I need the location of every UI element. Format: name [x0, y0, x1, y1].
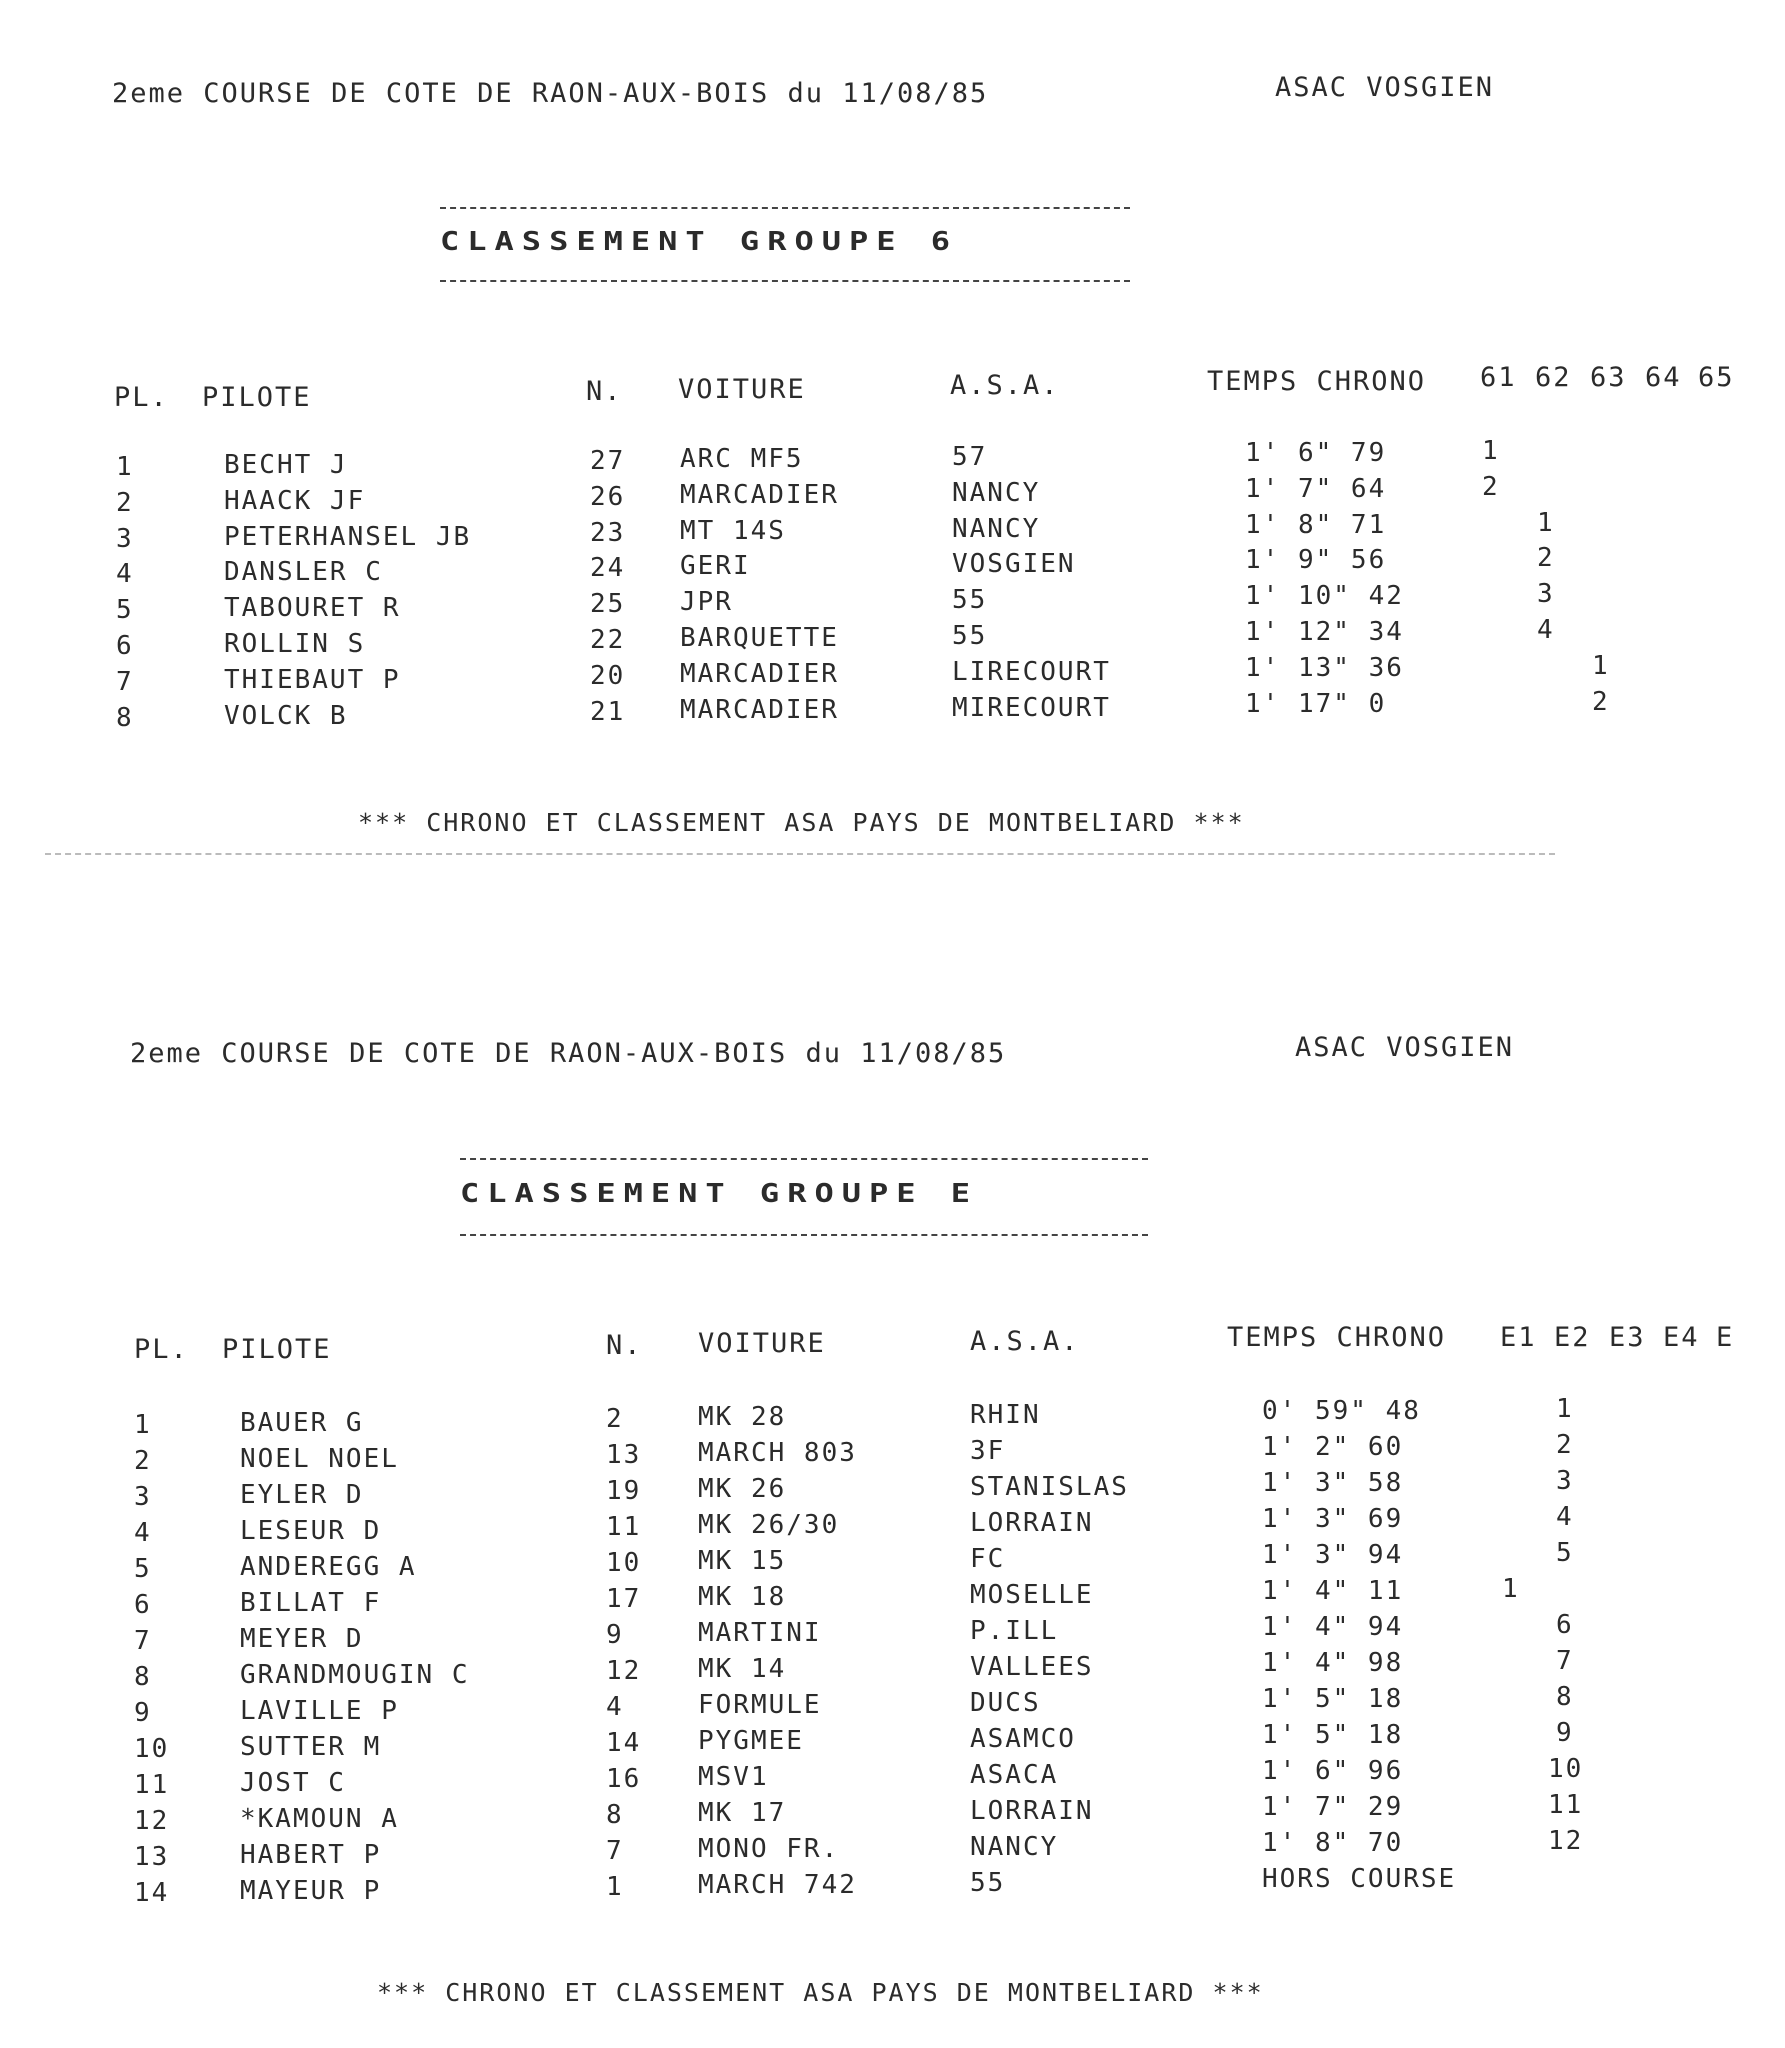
row-car: MARCADIER	[680, 479, 839, 510]
row-class-rank: 1	[1502, 1574, 1520, 1604]
row-time: HORS COURSE	[1262, 1864, 1457, 1894]
col-header-class-2: 62	[1535, 362, 1572, 393]
col-header-pl: PL.	[114, 382, 169, 413]
row-class-rank: 3	[1537, 579, 1555, 610]
row-class-rank: 7	[1556, 1646, 1574, 1676]
row-time: 1' 13" 36	[1245, 652, 1404, 683]
row-number: 10	[606, 1548, 642, 1578]
col-header-voiture: VOITURE	[698, 1328, 826, 1359]
col-header-class-3: E3	[1609, 1322, 1646, 1353]
row-time: 1' 12" 34	[1245, 617, 1404, 647]
row-car: MK 17	[698, 1798, 787, 1828]
row-asa: 55	[970, 1868, 1006, 1898]
row-class-rank: 4	[1537, 615, 1555, 645]
row-driver: PETERHANSEL JB	[224, 521, 472, 552]
row-number: 8	[606, 1800, 624, 1830]
row-asa: 55	[952, 621, 988, 651]
title-rule-top	[460, 1158, 1148, 1160]
row-number: 11	[606, 1512, 642, 1542]
footer-credit: *** CHRONO ET CLASSEMENT ASA PAYS DE MONTBELIARD ***	[358, 808, 1245, 837]
row-time: 1' 6" 79	[1245, 438, 1387, 468]
col-header-class-3: 63	[1590, 362, 1627, 393]
scan-artifact-rule	[45, 853, 1555, 855]
row-place: 5	[116, 595, 134, 626]
row-place: 5	[134, 1554, 152, 1584]
row-car: MK 26	[698, 1474, 787, 1504]
row-car: MK 15	[698, 1546, 787, 1576]
row-car: JPR	[680, 587, 733, 618]
col-header-class-5: 65	[1698, 362, 1735, 393]
col-header-n: N.	[606, 1330, 643, 1361]
row-number: 12	[606, 1656, 642, 1686]
row-driver: LESEUR D	[240, 1516, 382, 1546]
row-place: 12	[134, 1806, 170, 1836]
row-class-rank: 2	[1482, 471, 1500, 502]
row-number: 13	[606, 1440, 642, 1470]
row-time: 1' 6" 96	[1262, 1756, 1404, 1786]
row-number: 20	[590, 660, 626, 691]
row-class-rank: 12	[1548, 1826, 1584, 1856]
row-time: 1' 4" 94	[1262, 1612, 1404, 1642]
row-asa: LIRECOURT	[952, 656, 1111, 687]
row-class-rank: 6	[1556, 1610, 1574, 1640]
row-asa: STANISLAS	[970, 1472, 1129, 1502]
row-place: 4	[116, 559, 134, 590]
row-number: 17	[606, 1584, 642, 1614]
row-place: 6	[116, 631, 134, 661]
col-header-class-4: E4	[1663, 1322, 1700, 1353]
row-number: 19	[606, 1476, 642, 1506]
row-driver: MEYER D	[240, 1624, 364, 1654]
col-header-asa: A.S.A.	[970, 1326, 1080, 1357]
row-place: 13	[134, 1842, 170, 1872]
row-number: 2	[606, 1404, 624, 1434]
row-time: 0' 59" 48	[1262, 1396, 1421, 1426]
row-asa: VALLEES	[970, 1652, 1094, 1682]
row-car: MK 28	[698, 1402, 787, 1432]
row-driver: ROLLIN S	[224, 629, 366, 659]
row-car: MONO FR.	[698, 1834, 840, 1864]
row-driver: ANDEREGG A	[240, 1552, 417, 1582]
col-header-n: N.	[586, 376, 623, 407]
row-class-rank: 10	[1548, 1754, 1584, 1784]
classement-title: CLASSEMENT GROUPE 6	[440, 226, 959, 257]
row-time: 1' 7" 29	[1262, 1792, 1404, 1822]
col-header-pilote: PILOTE	[222, 1334, 332, 1365]
row-class-rank: 2	[1556, 1430, 1574, 1460]
row-class-rank: 4	[1556, 1502, 1574, 1532]
row-place: 4	[134, 1518, 152, 1548]
row-car: MARCADIER	[680, 658, 839, 689]
row-place: 3	[116, 523, 134, 554]
row-asa: MOSELLE	[970, 1580, 1094, 1610]
row-class-rank: 5	[1556, 1538, 1574, 1568]
row-class-rank: 2	[1592, 686, 1610, 717]
row-class-rank: 9	[1556, 1718, 1574, 1748]
row-time: 1' 2" 60	[1262, 1432, 1404, 1462]
row-driver: VOLCK B	[224, 700, 348, 731]
row-asa: NANCY	[970, 1832, 1059, 1862]
row-asa: NANCY	[952, 513, 1041, 544]
row-time: 1' 17" 0	[1245, 688, 1387, 719]
row-driver: NOEL NOEL	[240, 1444, 399, 1474]
row-car: MARCADIER	[680, 694, 839, 725]
row-time: 1' 3" 58	[1262, 1468, 1404, 1498]
col-header-asa: A.S.A.	[950, 370, 1060, 401]
row-place: 1	[134, 1410, 152, 1440]
row-driver: EYLER D	[240, 1480, 364, 1510]
event-title: 2eme COURSE DE COTE DE RAON-AUX-BOIS du 11/08/85	[112, 78, 989, 109]
row-number: 25	[590, 589, 626, 620]
col-header-temps-chrono: TEMPS CHRONO	[1227, 1322, 1447, 1353]
col-header-class-5: E	[1716, 1322, 1735, 1353]
row-place: 1	[116, 452, 134, 482]
col-header-class-4: 64	[1645, 362, 1682, 393]
row-time: 1' 5" 18	[1262, 1720, 1404, 1750]
row-number: 7	[606, 1836, 624, 1866]
row-asa: FC	[970, 1544, 1006, 1574]
col-header-voiture: VOITURE	[678, 374, 806, 405]
row-car: MARTINI	[698, 1618, 822, 1648]
row-place: 10	[134, 1734, 170, 1764]
event-title: 2eme COURSE DE COTE DE RAON-AUX-BOIS du 11/08/85	[130, 1038, 1007, 1069]
row-asa: VOSGIEN	[952, 549, 1076, 580]
row-asa: P.ILL	[970, 1616, 1059, 1646]
row-car: BARQUETTE	[680, 623, 839, 653]
row-class-rank: 1	[1592, 650, 1610, 681]
row-car: MK 14	[698, 1654, 787, 1684]
footer-credit: *** CHRONO ET CLASSEMENT ASA PAYS DE MONTBELIARD ***	[377, 1978, 1264, 2007]
row-number: 14	[606, 1728, 642, 1758]
col-header-temps-chrono: TEMPS CHRONO	[1207, 366, 1427, 397]
row-number: 22	[590, 625, 626, 655]
row-class-rank: 1	[1482, 436, 1500, 466]
classement-title: CLASSEMENT GROUPE E	[460, 1178, 979, 1209]
row-asa: ASAMCO	[970, 1724, 1076, 1754]
row-place: 2	[134, 1446, 152, 1476]
col-header-class-2: E2	[1554, 1322, 1591, 1353]
row-asa: ASACA	[970, 1760, 1059, 1790]
row-driver: SUTTER M	[240, 1732, 382, 1762]
row-number: 23	[590, 517, 626, 548]
row-driver: MAYEUR P	[240, 1876, 382, 1906]
row-driver: HABERT P	[240, 1840, 382, 1870]
row-driver: LAVILLE P	[240, 1696, 399, 1726]
row-car: MK 26/30	[698, 1510, 840, 1540]
row-number: 9	[606, 1620, 624, 1650]
row-class-rank: 1	[1556, 1394, 1574, 1424]
col-header-class-1: 61	[1480, 362, 1517, 393]
row-car: PYGMEE	[698, 1726, 804, 1756]
row-place: 9	[134, 1698, 152, 1728]
row-number: 4	[606, 1692, 624, 1722]
row-driver: BILLAT F	[240, 1588, 382, 1618]
row-number: 27	[590, 446, 626, 476]
row-time: 1' 7" 64	[1245, 473, 1387, 504]
row-car: GERI	[680, 551, 751, 582]
row-class-rank: 1	[1537, 507, 1555, 538]
row-driver: JOST C	[240, 1768, 346, 1798]
row-class-rank: 11	[1548, 1790, 1584, 1820]
row-number: 26	[590, 481, 626, 512]
row-car: MK 18	[698, 1582, 787, 1612]
row-place: 7	[116, 666, 134, 697]
row-time: 1' 4" 98	[1262, 1648, 1404, 1678]
row-time: 1' 9" 56	[1245, 545, 1387, 576]
row-asa: RHIN	[970, 1400, 1041, 1430]
row-time: 1' 3" 94	[1262, 1540, 1404, 1570]
row-asa: LORRAIN	[970, 1508, 1094, 1538]
col-header-pl: PL.	[134, 1334, 189, 1365]
row-number: 16	[606, 1764, 642, 1794]
row-car: FORMULE	[698, 1690, 822, 1720]
row-asa: DUCS	[970, 1688, 1041, 1718]
title-rule-top	[440, 207, 1130, 209]
club-name: ASAC VOSGIEN	[1275, 72, 1495, 103]
row-car: MARCH 742	[698, 1870, 857, 1900]
title-rule-bottom	[440, 280, 1130, 282]
row-driver: THIEBAUT P	[224, 664, 401, 695]
row-driver: TABOURET R	[224, 593, 401, 624]
row-driver: *KAMOUN A	[240, 1804, 399, 1834]
row-asa: 57	[952, 442, 988, 472]
row-number: 1	[606, 1872, 624, 1902]
row-car: ARC MF5	[680, 444, 804, 474]
row-asa: LORRAIN	[970, 1796, 1094, 1826]
row-class-rank: 3	[1556, 1466, 1574, 1496]
row-driver: DANSLER C	[224, 557, 383, 588]
row-place: 14	[134, 1878, 170, 1908]
row-asa: 3F	[970, 1436, 1006, 1466]
row-class-rank: 8	[1556, 1682, 1574, 1712]
row-car: MARCH 803	[698, 1438, 857, 1468]
row-class-rank: 2	[1537, 543, 1555, 574]
row-asa: NANCY	[952, 477, 1041, 508]
row-time: 1' 10" 42	[1245, 581, 1404, 612]
row-driver: HAACK JF	[224, 485, 366, 516]
row-driver: BAUER G	[240, 1408, 364, 1438]
row-time: 1' 3" 69	[1262, 1504, 1404, 1534]
row-place: 2	[116, 487, 134, 518]
row-place: 8	[116, 702, 134, 733]
row-place: 3	[134, 1482, 152, 1512]
row-time: 1' 8" 70	[1262, 1828, 1404, 1858]
row-car: MT 14S	[680, 515, 786, 546]
row-number: 24	[590, 553, 626, 584]
row-car: MSV1	[698, 1762, 769, 1792]
col-header-class-1: E1	[1500, 1322, 1537, 1353]
club-name: ASAC VOSGIEN	[1295, 1032, 1515, 1063]
col-header-pilote: PILOTE	[202, 382, 312, 413]
row-time: 1' 5" 18	[1262, 1684, 1404, 1714]
row-place: 8	[134, 1662, 152, 1692]
row-time: 1' 8" 71	[1245, 509, 1387, 540]
row-driver: GRANDMOUGIN C	[240, 1660, 470, 1690]
row-place: 6	[134, 1590, 152, 1620]
row-number: 21	[590, 696, 626, 727]
row-time: 1' 4" 11	[1262, 1576, 1404, 1606]
row-asa: MIRECOURT	[952, 692, 1111, 723]
row-asa: 55	[952, 585, 988, 616]
row-place: 7	[134, 1626, 152, 1656]
row-place: 11	[134, 1770, 170, 1800]
row-driver: BECHT J	[224, 450, 348, 480]
title-rule-bottom	[460, 1234, 1148, 1236]
